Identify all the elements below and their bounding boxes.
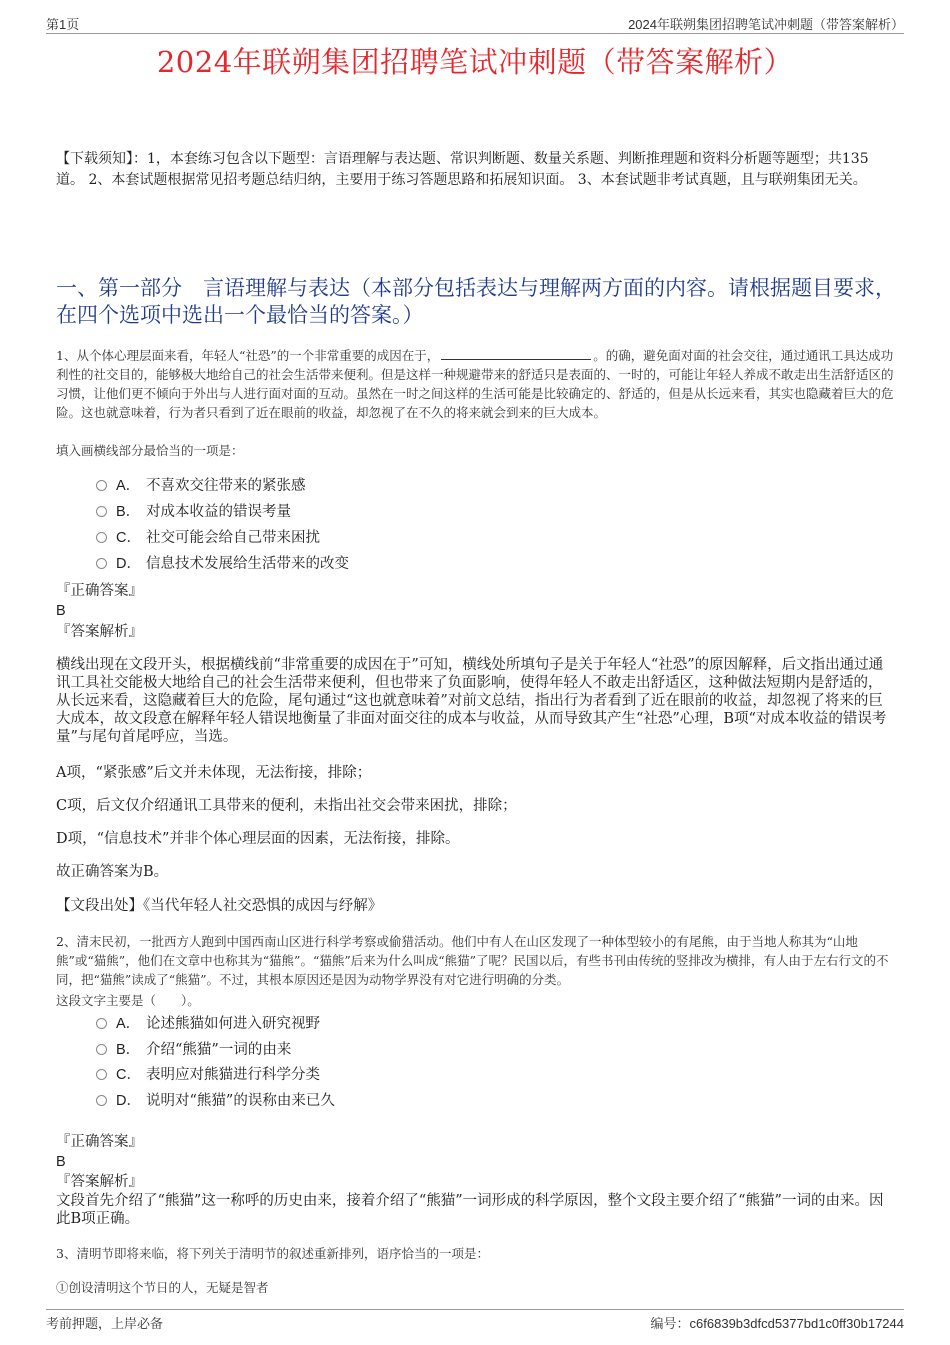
radio-icon[interactable] (96, 532, 107, 543)
answer-label: 『正确答案』 (56, 583, 143, 599)
source-citation: 【文段出处】《当代年轻人社交恐惧的成因与纾解》 (56, 898, 383, 914)
analysis-text: 横线出现在文段开头，根据横线前“非常重要的成因在于”可知，横线处所填句子是关于年轻人“社恐”的原因解释，后文指出通过通讯工具社交能极大地给自己的社会生活带来便利，但也带来了负面影响，使得年轻人不敢走出舒适区，这种做法短期内是舒适的，从长远来看，这隐藏着巨大的危险，尾句通过“这也就意味着”对前文总结，指出行为者看到了近在眼前的收益，却忽视了将来的巨大成本，故文段意在解释年轻人错误地衡量了非面对面交往的成本与收益，从而导致其产生“社恐”心理，B项“对成本收益的错误考量”与尾句首尾呼应，当选。 (56, 657, 887, 745)
analysis-text: 文段首先介绍了“熊猫”这一称呼的历史由来，接着介绍了“熊猫”一词形成的科学原因，整个文段主要介绍了“熊猫”一词的由来。因此B项正确。 (56, 1193, 884, 1227)
fill-blank-line (441, 346, 591, 360)
radio-icon[interactable] (96, 1095, 107, 1106)
radio-icon[interactable] (96, 480, 107, 491)
option-b[interactable]: B． 对成本收益的错误考量 (96, 502, 291, 522)
question-3-text: 3、清明节即将来临，将下列关于清明节的叙述重新排列，语序恰当的一项是： (56, 1246, 489, 1261)
option-a[interactable]: A． 不喜欢交往带来的紧张感 (96, 476, 306, 496)
running-title: 2024年联朔集团招聘笔试冲刺题（带答案解析） (628, 17, 904, 32)
radio-icon[interactable] (96, 506, 107, 517)
answer-label: 『正确答案』 (56, 1134, 143, 1150)
question-1-prompt: 填入画横线部分最恰当的一项是： (56, 443, 244, 458)
footer-slogan: 考前押题，上岸必备 (46, 1316, 164, 1331)
analysis-conclusion: 故正确答案为B。 (56, 864, 169, 880)
option-c[interactable]: C． 社交可能会给自己带来困扰 (96, 528, 320, 548)
download-notice: 【下载须知】：1，本套练习包含以下题型：言语理解与表达题、常识判断题、数量关系题、判断推理题和资料分析题等题型；共135道。 2、本套试题根据常见招考题总结归纳，主要用于练习答题思路和拓展知识面。 3、本套试题非考试真题，且与联朔集团无关。 (56, 151, 869, 188)
answer-value: B (56, 1154, 66, 1170)
question-2-text: 2、清末民初，一批西方人跑到中国西南山区进行科学考察或偷猎活动。他们中有人在山区发现了一种体型较小的有尾熊，由于当地人称其为“山地熊”或“猫熊”，他们在文章中也称其为“猫熊”。“猫熊”后来为什么叫成“熊猫”了呢？民国以后，有些书刊由传统的竖排改为横排，有人由于左右行文的不同，把“猫熊”读成了“熊猫”。不过，其根本原因还是因为动物学界没有对它进行明确的分类。 (56, 934, 889, 987)
radio-icon[interactable] (96, 1044, 107, 1055)
radio-icon[interactable] (96, 1069, 107, 1080)
analysis-note-a: A项，“紧张感”后文并未体现，无法衔接，排除； (56, 765, 372, 781)
page-title: 2024年联朔集团招聘笔试冲刺题（带答案解析） (156, 45, 794, 79)
footer-divider (46, 1309, 904, 1310)
radio-icon[interactable] (96, 1018, 107, 1029)
document-code: 编号：c6f6839b3dfcd5377bd1c0ff30b17244 (650, 1316, 904, 1331)
question-2-prompt: 这段文字主要是（ ）。 (56, 993, 200, 1008)
analysis-note-d: D项，“信息技术”并非个体心理层面的因素，无法衔接，排除。 (56, 831, 460, 847)
option-b[interactable]: B． 介绍“熊猫”一词的由来 (96, 1040, 291, 1060)
option-c[interactable]: C． 表明应对熊猫进行科学分类 (96, 1065, 320, 1085)
analysis-label: 『答案解析』 (56, 1174, 143, 1190)
question-3-item-1: ①创设清明这个节日的人，无疑是智者 (56, 1280, 269, 1295)
question-1-text: 1、从个体心理层面来看，年轻人“社恐”的一个非常重要的成因在于， 。的确，避免面对面的社会交往，通过通讯工具达成功利性的社交目的，能够极大地给自己的社会生活带来便利。但是这样一种规避带来的舒适只是表面的、一时的，可能让年轻人养成不敢走出生活舒适区的习惯，让他们更不倾向于外出与人进行面对面的互动。虽然在一时之间这样的生活可能是比较确定的、舒适的，但是从长远来看，其实也隐藏着巨大的危险。这也就意味着，行为者只看到了近在眼前的收益，却忽视了在不久的将来就会到来的巨大成本。 (56, 348, 894, 420)
radio-icon[interactable] (96, 558, 107, 569)
answer-value: B (56, 603, 66, 619)
option-a[interactable]: A． 论述熊猫如何进入研究视野 (96, 1014, 320, 1034)
analysis-note-c: C项，后文仅介绍通讯工具带来的便利，未指出社交会带来困扰，排除； (56, 798, 517, 814)
header-divider (46, 33, 904, 34)
analysis-label: 『答案解析』 (56, 624, 143, 640)
section-heading: 一、第一部分 言语理解与表达（本部分包括表达与理解两方面的内容。请根据题目要求，在四个选项中选出一个最恰当的答案。） (56, 276, 896, 327)
option-d[interactable]: D． 说明对“熊猫”的误称由来已久 (96, 1091, 335, 1111)
option-d[interactable]: D． 信息技术发展给生活带来的改变 (96, 554, 349, 574)
page-number: 第1页 (46, 17, 80, 32)
